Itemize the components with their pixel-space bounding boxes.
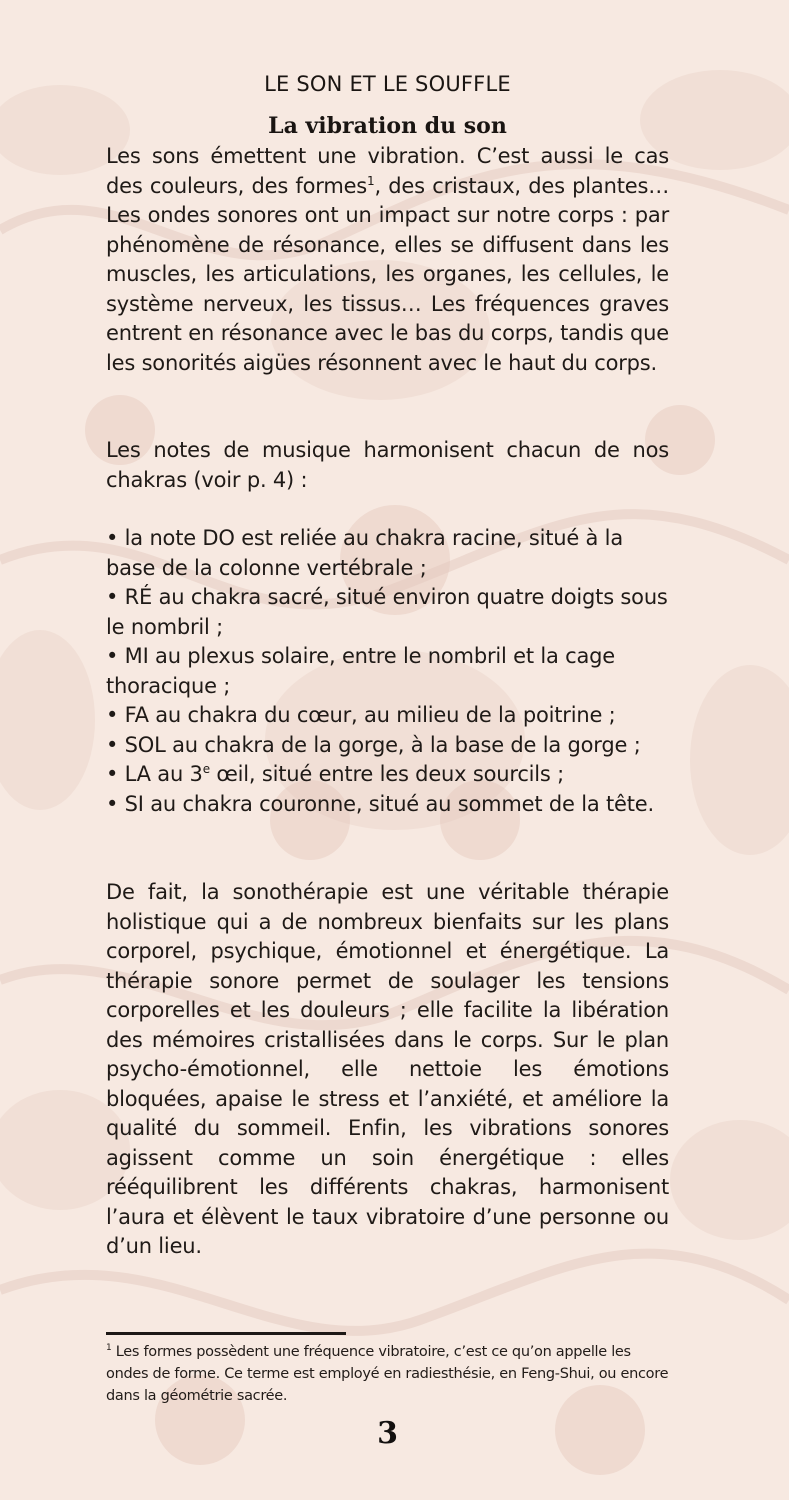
- page-content: [106, 0, 669, 1500]
- list-item-la-text: • LA au 3: [106, 762, 203, 786]
- footnote: [106, 1341, 669, 1407]
- chakra-notes-list: [106, 524, 669, 819]
- list-item-do: • la note DO est reliée au chakra racine, situé à la base de la colonne vertébrale ;: [106, 526, 623, 580]
- paragraph-benefits: De fait, la sonothérapie est une véritable thérapie holistique qui a de nombreux bienfaits sur les plans corporel, psychique, émotionnel et énergétique. La thérapie sonore permet de soulager les tensions corporelles et les douleurs ; elle facilite la libération des mémoires cristallisées dans le corps. Sur le plan psycho-émotionnel, elle nettoie les émotions bloquées, apaise le stress et l’anxiété, et améliore la qualité du sommeil. Enfin, les vibrations sonores agissent comme un soin énergétique : elles rééquilibrent les différents chakras, harmonisent l’aura et élèvent le taux vibratoire d’une personne ou d’un lieu.: [106, 880, 669, 1258]
- footnote-text: Les formes possèdent une fréquence vibratoire, c’est ce qu’on appelle les ondes de forme. Ce terme est employé en radiesthésie, en Feng-Shui, ou encore dans la géométrie sacrée.: [106, 1344, 669, 1404]
- paragraph-notes: Les notes de musique harmonisent chacun de nos chakras (voir p. 4) :: [106, 438, 669, 492]
- list-item-la-text-continued: œil, situé entre les deux sourcils ;: [209, 762, 565, 786]
- section-heading: LE SON ET LE SOUFFLE: [264, 72, 511, 96]
- list-item-la: [106, 760, 669, 790]
- footnote-divider: [106, 1332, 346, 1335]
- paragraph-intro-text: Les sons émettent une vibration. C’est aussi le cas des couleurs, des formes: [106, 144, 669, 198]
- list-item-fa: • FA au chakra du cœur, au milieu de la poitrine ;: [106, 703, 616, 727]
- paragraph-intro-text-continued: , des cristaux, des plantes… Les ondes sonores ont un impact sur notre corps : par phénomène de résonance, elles se diffusent dans les muscles, les articulations, les organes, les cellules, le système nerveux, les tissus… Les fréquences graves entrent en résonance avec le bas du corps, tandis que les sonorités aigües résonnent avec le haut du corps.: [106, 173, 669, 375]
- page-number: 3: [377, 1416, 398, 1451]
- list-item-sol: • SOL au chakra de la gorge, à la base de la gorge ;: [106, 732, 641, 757]
- list-item-re: • RÉ au chakra sacré, situé environ quatre doigts sous le nombril ;: [106, 585, 668, 639]
- section-subheading: La vibration du son: [268, 113, 507, 139]
- ordinal-superscript: e: [202, 762, 210, 776]
- paragraph-intro: [106, 142, 669, 378]
- list-item-mi: • MI au plexus solaire, entre le nombril et la cage thoracique ;: [106, 644, 615, 698]
- footnote-reference: 1: [367, 173, 375, 188]
- list-item-si: • SI au chakra couronne, situé au sommet de la tête.: [106, 791, 654, 816]
- footnote-marker: 1: [106, 1343, 112, 1354]
